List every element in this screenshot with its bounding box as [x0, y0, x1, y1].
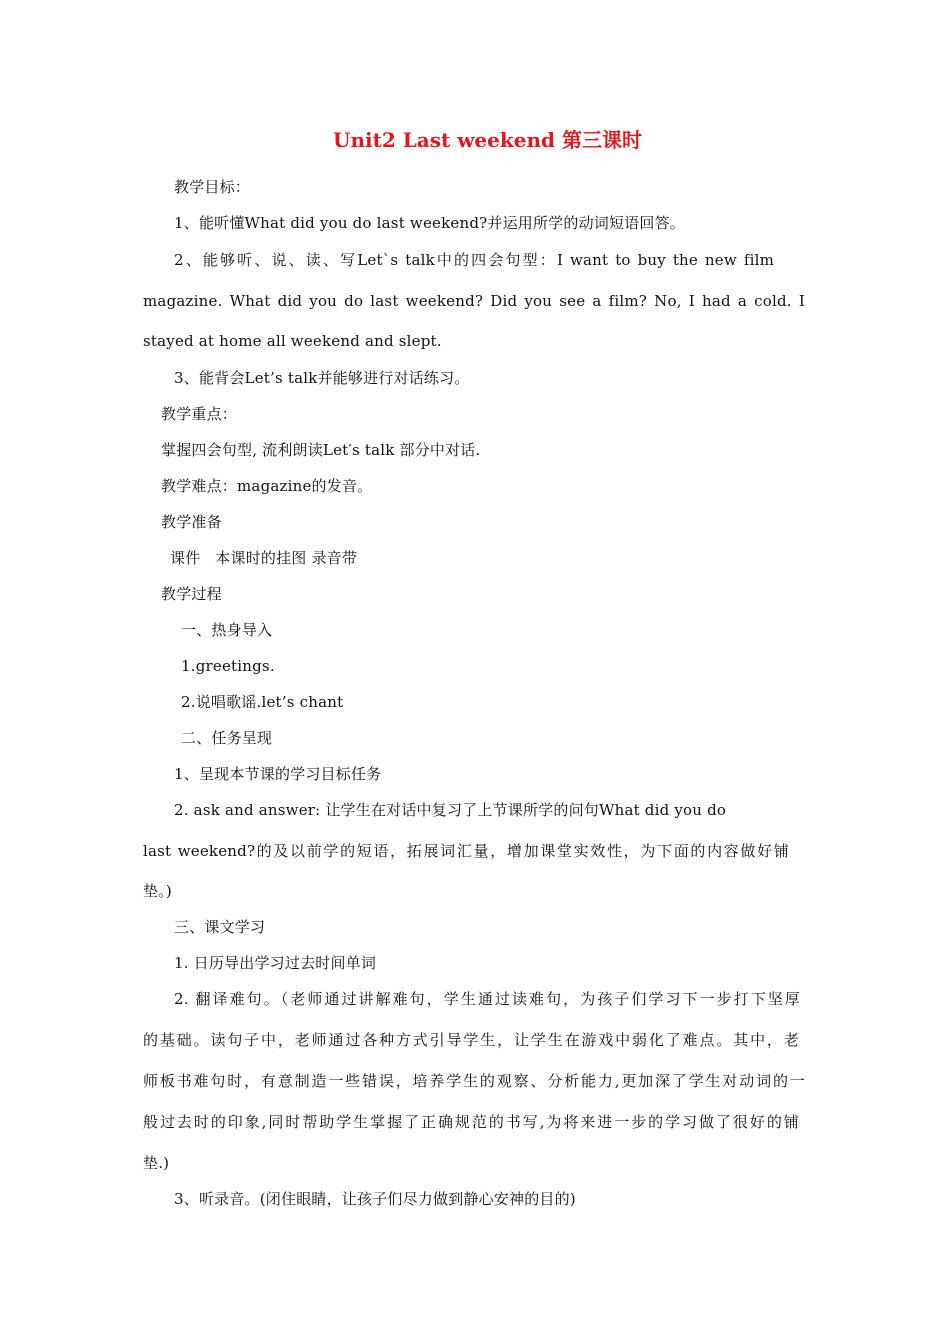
section-3-item-2-line-3: 师板书难句时，有意制造一些错误，培养学生的观察、分析能力,更加深了学生对动词的一: [143, 1072, 805, 1090]
section-1-item-2: 2.说唱歌谣.let’s chant: [181, 693, 344, 711]
key-points-text: 掌握四会句型, 流利朗读Let′s talk 部分中对话.: [161, 441, 481, 459]
section-1-item-1: 1.greetings.: [181, 657, 275, 675]
section-2-item-2-line-3: 垫。): [143, 882, 172, 900]
section-2-heading: 二、任务呈现: [181, 729, 273, 747]
section-2-item-2-line-2: last weekend?的及以前学的短语，拓展词汇量，增加课堂实效性，为下面的内容做好铺: [143, 842, 789, 860]
section-3-item-1: 1. 日历导出学习过去时间单词: [174, 954, 377, 972]
preparation-heading: 教学准备: [161, 513, 222, 531]
objective-2-line-1: 2、能够听、说、读、写Let`s talk中的四会句型：I want to buy the new film: [174, 251, 774, 269]
key-points-heading: 教学重点：: [161, 405, 238, 423]
section-3-item-2-line-5: 垫.): [143, 1154, 170, 1172]
preparation-text: 课件 本课时的挂图 录音带: [170, 549, 358, 567]
objective-2-line-2: magazine. What did you do last weekend? Did you see a film? No, I had a cold. I: [143, 292, 805, 310]
section-3-item-2-line-2: 的基础。读句子中，老师通过各种方式引导学生，让学生在游戏中弱化了难点。其中，老: [143, 1031, 799, 1049]
lesson-title: Unit2 Last weekend 第三课时: [333, 128, 642, 152]
section-2-item-2-line-1: 2. ask and answer: 让学生在对话中复习了上节课所学的问句What did you do: [174, 801, 727, 819]
section-1-heading: 一、热身导入: [181, 621, 273, 639]
section-3-heading: 三、课文学习: [174, 918, 266, 936]
objective-1: 1、能听懂What did you do last weekend?并运用所学的动词短语回答。: [174, 214, 685, 232]
objective-3: 3、能背会Let’s talk并能够进行对话练习。: [174, 369, 470, 387]
section-3-item-3: 3、听录音。(闭住眼睛，让孩子们尽力做到静心安神的目的): [174, 1190, 576, 1208]
objectives-heading: 教学目标：: [174, 178, 251, 196]
section-2-item-1: 1、呈现本节课的学习目标任务: [174, 765, 382, 783]
section-3-item-2-line-4: 般过去时的印象,同时帮助学生掌握了正确规范的书写,为将来进一步的学习做了很好的铺: [143, 1113, 799, 1131]
objective-2-line-3: stayed at home all weekend and slept.: [143, 332, 442, 350]
process-heading: 教学过程: [161, 585, 222, 603]
difficulty-text: 教学难点：magazine的发音。: [161, 477, 373, 495]
section-3-item-2-line-1: 2. 翻译难句。（老师通过讲解难句，学生通过读难句，为孩子们学习下一步打下坚厚: [174, 990, 800, 1008]
